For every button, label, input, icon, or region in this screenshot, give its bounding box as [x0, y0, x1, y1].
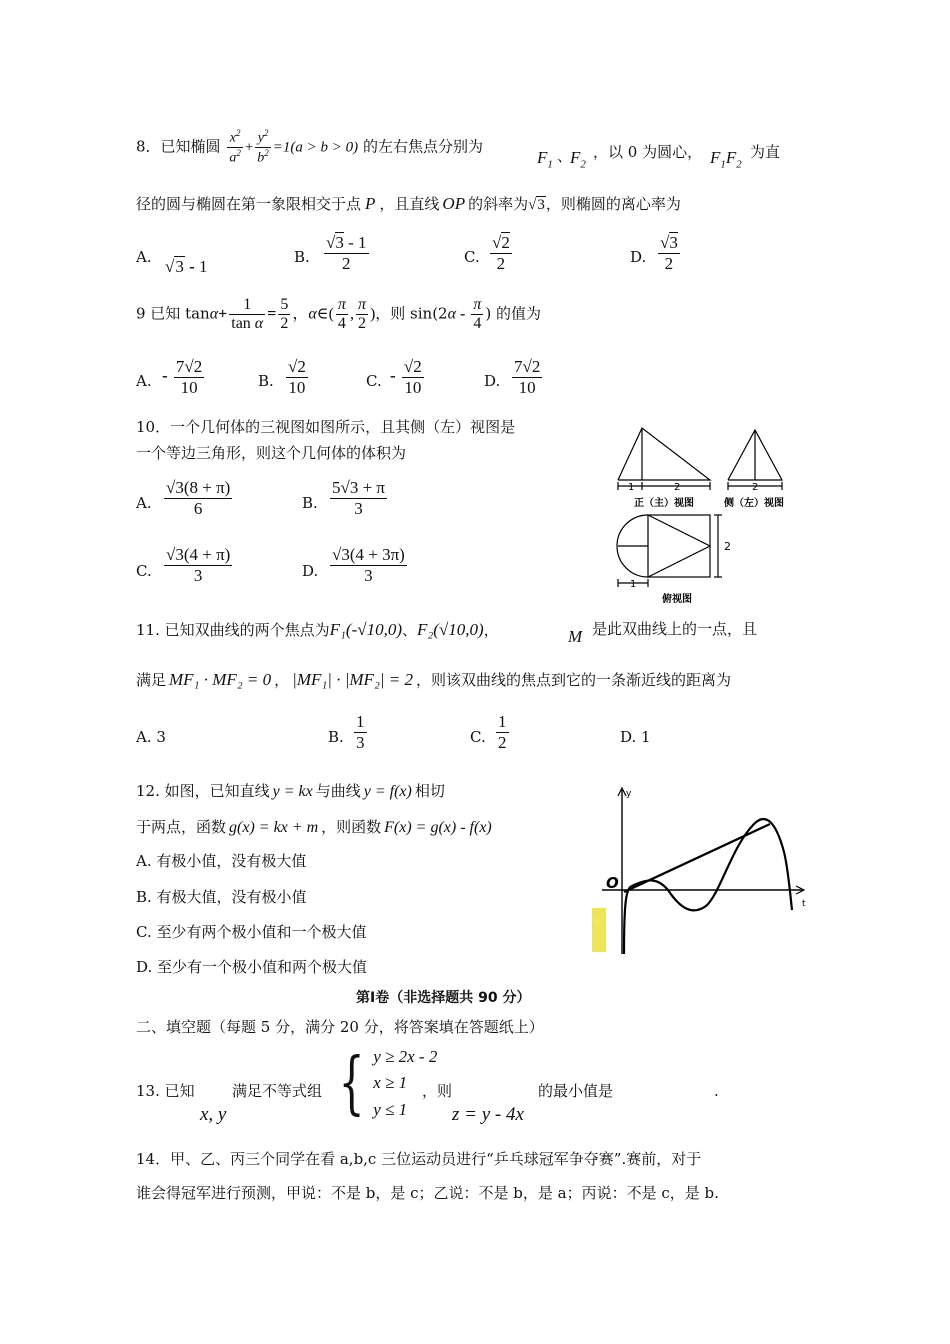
top-dim-h: 2 — [724, 540, 731, 553]
q13-vars: x, y — [200, 1104, 227, 1125]
q8-line2: 径的圆与椭圆在第一象限相交于点 P ，且直线 OP 的斜率为√3，则椭圆的离心率为 — [136, 194, 681, 213]
side-caption: 侧（左）视图 — [724, 498, 784, 509]
top-view-square — [648, 515, 710, 577]
q13-end: . — [714, 1082, 719, 1100]
q8-opt-d-frac: $\frac{√3}{2}$ — [660, 233, 678, 273]
scan-artifact — [592, 908, 606, 952]
q9-opt-d: D. — [484, 372, 501, 390]
q8-opt-d: D. — [630, 248, 647, 266]
q11-opt-b: B. — [328, 728, 344, 746]
q8-opt-b: B. — [294, 248, 310, 266]
top-caption: 俯视图 — [662, 594, 692, 605]
q13-then: ，则 — [422, 1082, 453, 1100]
q11-abs-product: |MF₁| · |MF₂| = 2 — [292, 670, 413, 689]
q8-lead: 8．已知椭圆 — [136, 137, 221, 156]
q14-line1: 14．甲、乙、丙三个同学在看 a,b,c 三位运动员进行“乒乓球冠军争夺赛”.赛前，对于 — [136, 1150, 702, 1168]
q8-sqrt3: √3 — [528, 197, 545, 213]
q8-opt-a-expr: √3 - 1 — [165, 257, 208, 276]
q9-opt-a: A. — [136, 372, 152, 390]
q8-opt-a: A. — [136, 248, 152, 266]
q9-opt-c-frac: - $\frac{√2}{10}$ — [390, 357, 422, 397]
q8-frac-y: $\frac{y^2}{b^2}$ — [257, 128, 269, 166]
q11-opt-d: D. 1 — [620, 728, 651, 746]
q8-f1f2: $F_1F_2$ — [710, 148, 742, 171]
q8-frac-x: $\frac{x^2}{a^2}$ — [229, 128, 241, 166]
q10-opt-d: D. — [302, 562, 319, 580]
q13-ineq-1: y ≥ 2x - 2 — [373, 1047, 438, 1066]
q8-mid: 的左右焦点分别为 — [362, 137, 483, 156]
x-axis-label: t — [802, 899, 806, 909]
front-dim-1: 1 — [628, 482, 635, 493]
q12-opt-d: D. 至少有一个极小值和两个极大值 — [136, 958, 368, 976]
q9-line: 9 已知 tanα+ $\frac{1}{\text{tan α}}$ = $\frac{5}{2}$ ，α∈( $\frac{\pi}{4}$ , $\frac{\pi}{2}$ )，则 sin(2α - $\frac{\pi}{4}$ ) 的值为 — [136, 296, 541, 333]
q13-ineq-2: x ≥ 1 — [373, 1073, 408, 1093]
q8-opt-c-frac: $\frac{√2}{2}$ — [492, 233, 510, 273]
q10-opt-a: A. — [136, 494, 152, 512]
q9-opt-b: B. — [258, 372, 274, 390]
front-view-triangle — [618, 428, 710, 480]
q13-tail: 的最小值是 — [538, 1082, 614, 1100]
q11-f2: F₂(√10,0) — [417, 620, 484, 639]
q8-opt-b-frac: $\frac{√3 - 1}{2}$ — [326, 233, 367, 273]
front-caption: 正（主）视图 — [634, 498, 694, 509]
q8-end1: 为直 — [750, 143, 781, 161]
q11-dot-product: MF₁ · MF₂ = 0 — [169, 670, 272, 689]
q8-P: P — [365, 194, 376, 213]
q10-opt-b-frac: $\frac{5√3 + \pi}{3}$ — [332, 478, 386, 518]
q8-OP: OP — [442, 194, 466, 213]
q9-opt-a-frac: - $\frac{7√2}{10}$ — [162, 357, 203, 397]
q11-f1: F₁(-√10,0) — [329, 620, 402, 639]
q13-lead: 13. 已知 — [136, 1082, 195, 1100]
q9-opt-d-frac: $\frac{7√2}{10}$ — [514, 357, 541, 397]
q13-mid: 满足不等式组 — [232, 1082, 323, 1100]
q13-ineq-3: y ≤ 1 — [373, 1099, 408, 1119]
q10-line2: 一个等边三角形，则这个几何体的体积为 — [136, 444, 407, 462]
q10-opt-c-frac: $\frac{√3(4 + \pi)}{3}$ — [166, 545, 231, 585]
q10-opt-a-frac: $\frac{√3(8 + \pi)}{6}$ — [166, 478, 231, 518]
q12-graph-figure — [588, 782, 818, 962]
q8-sep: 、 — [557, 147, 573, 165]
side-dim: 2 — [752, 482, 759, 493]
q12-opt-c: C. 至少有两个极小值和一个极大值 — [136, 923, 367, 941]
q11-opt-c-frac: $\frac{1}{2}$ — [498, 712, 507, 752]
q10-three-view-figure — [600, 420, 800, 610]
q11-tail1: 是此双曲线上的一点，且 — [592, 620, 758, 638]
curve-f — [624, 819, 792, 954]
q12-opt-a: A. 有极小值，没有极大值 — [136, 852, 307, 870]
q8-opt-c: C. — [464, 248, 480, 266]
q8-f2: $F_2$ — [570, 148, 586, 171]
q12-line1: 12. 如图，已知直线 y = kx 与曲线 y = f(x) 相切 — [136, 782, 445, 800]
q8-eq-rest: =1(a > b > 0) — [272, 139, 359, 156]
q8-f1: $F_1$ — [537, 148, 553, 171]
q8-text2: ，以 0 为圆心， — [593, 143, 703, 161]
q8-line1: 8．已知椭圆 $\frac{x^2}{a^2}$ + $\frac{y^2}{b^2}$ =1(a > b > 0) 的左右焦点分别为 — [136, 128, 483, 166]
top-dim-w: 1 — [630, 579, 637, 590]
q9-opt-b-frac: $\frac{√2}{10}$ — [288, 357, 306, 397]
part2-heading: 二、填空题（每题 5 分，满分 20 分，将答案填在答题纸上） — [136, 1018, 544, 1036]
q11-line2: 满足 MF₁ · MF₂ = 0 ， |MF₁| · |MF₂| = 2 ，则该双曲线的焦点到它的一条渐近线的距离为 — [136, 670, 732, 689]
q10-opt-b: B. — [302, 494, 318, 512]
q9-opt-c: C. — [366, 372, 382, 390]
front-dim-2: 2 — [674, 482, 681, 493]
y-axis-label: y — [626, 789, 632, 799]
q13-z: z = y - 4x — [452, 1104, 524, 1125]
q10-opt-d-frac: $\frac{√3(4 + 3\pi)}{3}$ — [332, 545, 405, 585]
q11-M: M — [568, 627, 583, 646]
q11-opt-a: A. 3 — [136, 728, 166, 746]
q11-opt-b-frac: $\frac{1}{3}$ — [356, 712, 365, 752]
q10-line1: 10．一个几何体的三视图如图所示，且其侧（左）视图是 — [136, 418, 516, 436]
q11-opt-c: C. — [470, 728, 486, 746]
q12-line2: 于两点，函数 g(x) = kx + m ，则函数 F(x) = g(x) - f(x) — [136, 818, 492, 836]
origin-label: O — [606, 874, 619, 892]
q13-brace: { — [338, 1043, 365, 1123]
section-title: 第Ⅰ卷（非选择题共 90 分） — [356, 990, 531, 1006]
q14-line2: 谁会得冠军进行预测，甲说：不是 b，是 c；乙说：不是 b，是 a；丙说：不是 c，是 b. — [136, 1184, 719, 1202]
q12-opt-b: B. 有极大值，没有极小值 — [136, 888, 307, 906]
q11-line1: 11. 已知双曲线的两个焦点为F₁(-√10,0)、F₂(√10,0)， — [136, 620, 499, 639]
q10-opt-c: C. — [136, 562, 152, 580]
